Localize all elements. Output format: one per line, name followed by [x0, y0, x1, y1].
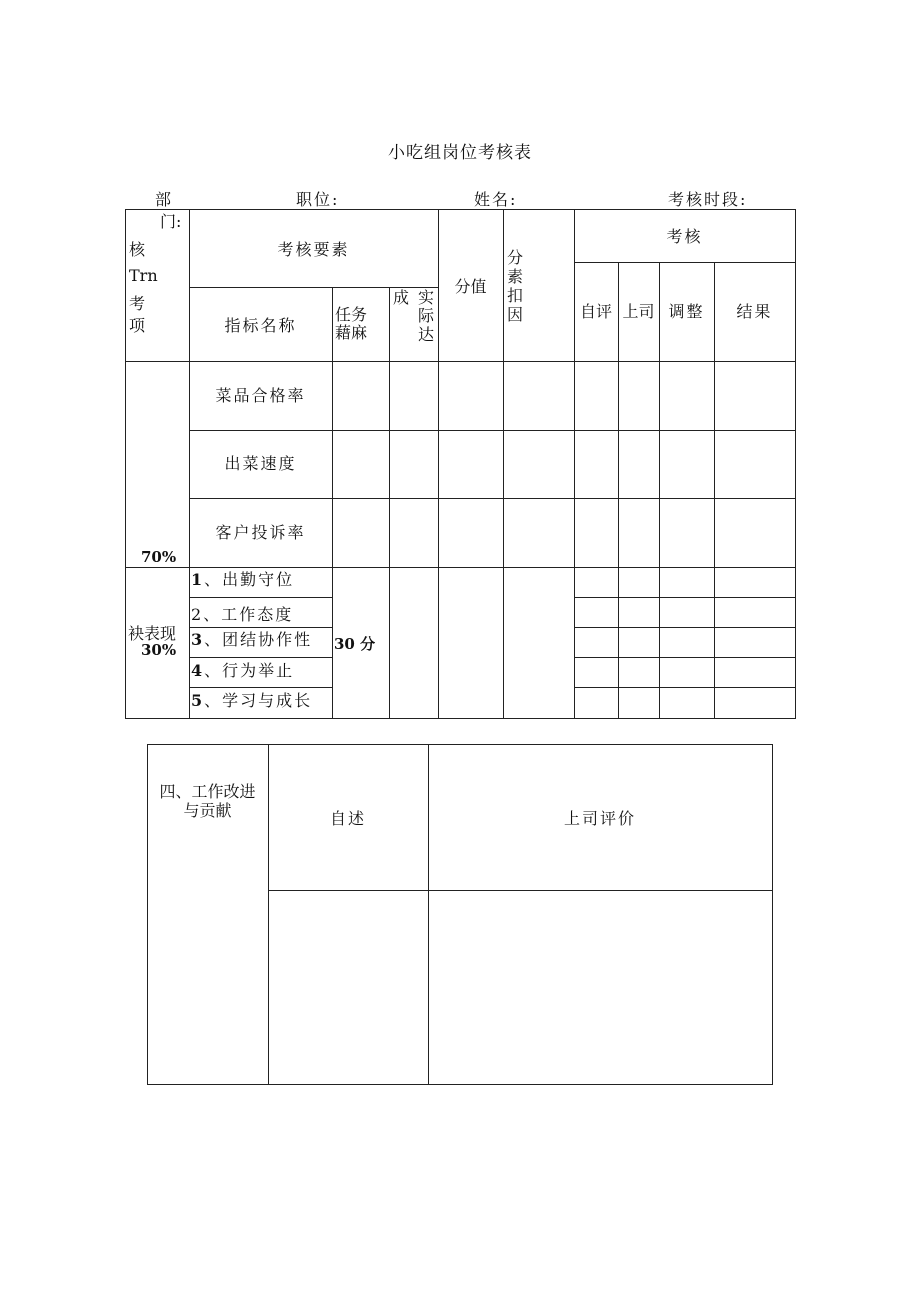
score-header: 分值	[454, 277, 487, 296]
behavior-weight: 30%	[141, 641, 177, 659]
behavior-label: 袂表现	[128, 624, 177, 643]
adjust-header: 调整	[668, 302, 705, 321]
assess-header: 考核	[666, 227, 703, 246]
position-label: 职位:	[296, 190, 340, 209]
dept-label-cont: 门:	[160, 212, 182, 231]
name-label: 姓名:	[474, 190, 518, 209]
actual-header-2: 际	[418, 306, 435, 325]
kpi-row-2: 出菜速度	[224, 454, 297, 473]
behavior-row-5: 5、学习与成长	[191, 691, 313, 710]
boss-eval-header: 上司	[622, 302, 655, 321]
actual-header-3: 达	[418, 325, 435, 344]
behavior-row-3: 3、团结协作性	[191, 630, 313, 649]
kpi-row-3: 客户投诉率	[215, 523, 306, 542]
task-header-2: 藉麻	[335, 323, 368, 342]
period-label: 考核时段:	[668, 190, 748, 209]
page-title: 小吃组岗位考核表	[388, 143, 532, 163]
factor-header-1: 分	[507, 248, 524, 267]
behavior-score: 30 分	[334, 635, 376, 653]
item-col-header-3: 考	[129, 294, 146, 313]
improvement-label-2: 与贡献	[183, 801, 232, 820]
self-eval-header: 自评	[579, 302, 612, 321]
factor-header-3: 扣	[507, 286, 524, 305]
behavior-row-2: 2、工作态度	[191, 605, 294, 624]
kpi-row-1: 菜品合格率	[215, 386, 306, 405]
self-description-header: 自述	[329, 809, 366, 828]
item-col-header-4: 项	[129, 316, 146, 335]
result-header: 结果	[736, 302, 773, 321]
item-col-header-2: Trn	[129, 266, 158, 285]
improvement-label-1: 四、工作改进	[159, 782, 256, 801]
factor-header-2: 素	[507, 267, 524, 286]
elements-header: 考核要素	[277, 240, 350, 259]
kpi-weight: 70%	[141, 548, 177, 566]
done-header: 成	[393, 288, 410, 307]
dept-label: 部	[155, 190, 174, 209]
item-col-header-1: 核	[129, 240, 146, 259]
behavior-row-1: 1、出勤守位	[191, 570, 295, 589]
factor-header-4: 因	[507, 305, 524, 324]
task-header-1: 任务	[335, 305, 368, 324]
boss-evaluation-header: 上司评价	[563, 809, 636, 828]
actual-header-1: 实	[418, 288, 435, 307]
indicator-header: 指标名称	[224, 316, 297, 335]
behavior-row-4: 4、行为举止	[191, 661, 295, 680]
